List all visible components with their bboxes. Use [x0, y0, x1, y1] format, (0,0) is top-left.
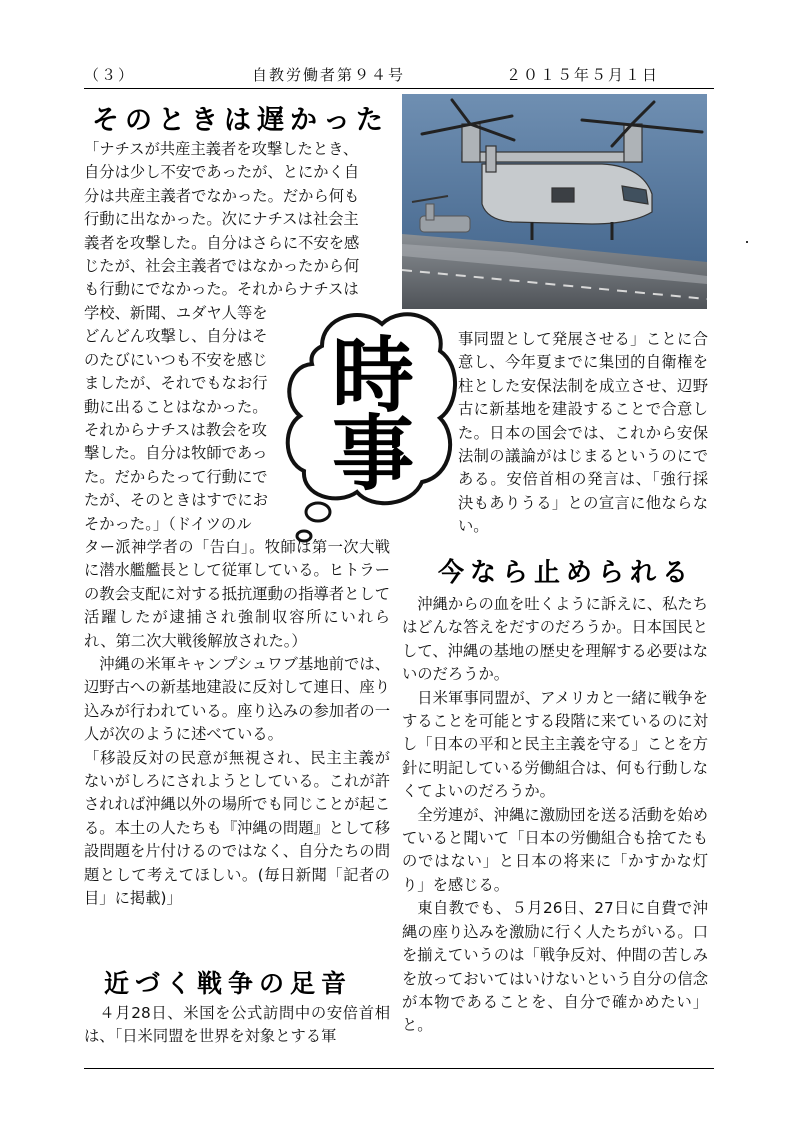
footer-rule	[84, 1068, 714, 1069]
s1-paragraph-2: 沖縄の米軍キャンプシュワブ基地前では、辺野古への新基地建設に反対して連日、座り込みが行われている。座り込みの参加者の一人が次のように述べている。	[84, 655, 390, 744]
page-number: （３）	[84, 66, 136, 84]
s3-body	[402, 593, 708, 1038]
s1-narrow-line: それからナチスは教会を攻	[84, 421, 267, 440]
s1-narrow-line: ましたが、それでもなお行	[84, 374, 268, 393]
page-header	[84, 64, 714, 86]
bubble-char-ji: 時	[331, 329, 414, 424]
s1-narrow-text	[84, 302, 284, 536]
bubble-char-goto: 事	[331, 407, 414, 502]
s1-narrow-line: 学校、新聞、ユダヤ人等を	[84, 304, 268, 322]
s3-paragraph-3: 全労連が、沖縄に激励団を送る活動を始めていると聞いて「日本の労働組合も捨てたものではない」と日本の将来に「かすかな灯り」を感じる。	[402, 805, 708, 894]
s1-narrow-line: 撃した。自分は牧師であっ	[84, 444, 268, 463]
s1-narrow-line: 動に出ることはなかった。	[84, 397, 268, 416]
s1-line: 自分は少し不安であったが、とにかく自	[84, 163, 360, 182]
s1-narrow-line: たが、そのときはすでにお	[84, 491, 269, 510]
s1-narrow-line: のたびにいつも不安を感じ	[84, 350, 268, 369]
s1-line: 分は共産主義者でなかった。だから何も	[84, 186, 360, 205]
s1-top-text	[84, 138, 386, 302]
stray-mark	[746, 241, 748, 243]
s3-paragraph-4: 東自教でも、５月26日、27日に自費で沖縄の座り込みを激励に行く人たちがいる。口を揃えていうのは「戦争反対、仲間の苦しみを放っておいてはいけないという自分の信念が本物であることを、自分で確かめたい」と。	[402, 899, 708, 1035]
header-rule	[84, 88, 714, 89]
s2-cont-paragraph: 事同盟として発展させる」ことに合意し、今年夏までに集団的自衛権を柱とした安保法制を成立させ、辺野古に新基地を建設することで合意した。日本の国会では、これから安保法制の議論がはじまるというのにである。安倍首相の発言は、「強行採決もありうる」との宣言に他ならない。	[458, 330, 708, 536]
s2-cont-body	[458, 328, 708, 539]
s2-body	[84, 1002, 390, 1049]
s1-line: 「ナチスが共産主義者を攻撃したとき、	[84, 140, 359, 158]
bubble-title	[318, 329, 428, 502]
s1-line: 行動に出なかった。次にナチスは社会主	[84, 210, 359, 229]
osprey-photo	[402, 94, 707, 309]
s1-narrow-line: そかった。」（ドイツのル	[84, 514, 252, 533]
s1-narrow-line: どんどん攻撃し、自分はそ	[84, 327, 268, 346]
issue-date: ２０１５年５月１日	[506, 66, 660, 84]
heading-ima-nara: 今なら止められる	[438, 558, 695, 588]
s1-body	[84, 536, 390, 911]
s3-paragraph-2: 日米軍事同盟が、アメリカと一緒に戦争をすることを可能とする段階に来ているのに対し「日本の平和と民主主義を守る」ことを方針に明記している労働組合は、何も行動しなくてよいのだろうか。	[402, 688, 708, 801]
s3-paragraph-1: 沖縄からの血を吐くように訴えに、私たちはどんな答えをだすのだろうか。日本国民として、沖縄の基地の歴史を理解する必要はないのだろうか。	[402, 595, 708, 684]
heading-chikazuku: 近づく戦争の足音	[104, 969, 353, 998]
issue-title: 自教労働者第９４号	[252, 66, 406, 84]
s1-line: 義者を攻撃した。自分はさらに不安を感	[84, 233, 360, 252]
s1-paragraph-3: 「移設反対の民意が無視され、民主主義がないがしろにされようとしている。これが許されれば沖縄以外の場所でも同じことが起こる。本土の人たちも『沖縄の問題』として移設問題を片付けるのではなく、自分たちの問題として考えてほしい。(毎日新聞「記者の目」に掲載)」	[84, 748, 390, 908]
s1-line: も行動にでなかった。それからナチスは	[84, 280, 359, 299]
heading-sono-toki: そのときは遅かった	[92, 105, 389, 136]
s1-line: じたが、社会主義者ではなかったから何	[84, 257, 360, 276]
s1-paragraph-1-end: ター派神学者の「告白」。牧師は第一次大戦に潜水艦艦長として従軍している。ヒトラーの教会支配に対する抵抗運動の指導者として活躍したが逮捕され強制収容所にいれられ、第二次大戦後解放された。）	[84, 538, 390, 650]
s2-paragraph-1: ４月28日、米国を公式訪問中の安倍首相は、「日米同盟を世界を対象とする軍	[84, 1004, 390, 1046]
s1-narrow-line: た。だからたって行動にで	[84, 467, 268, 486]
